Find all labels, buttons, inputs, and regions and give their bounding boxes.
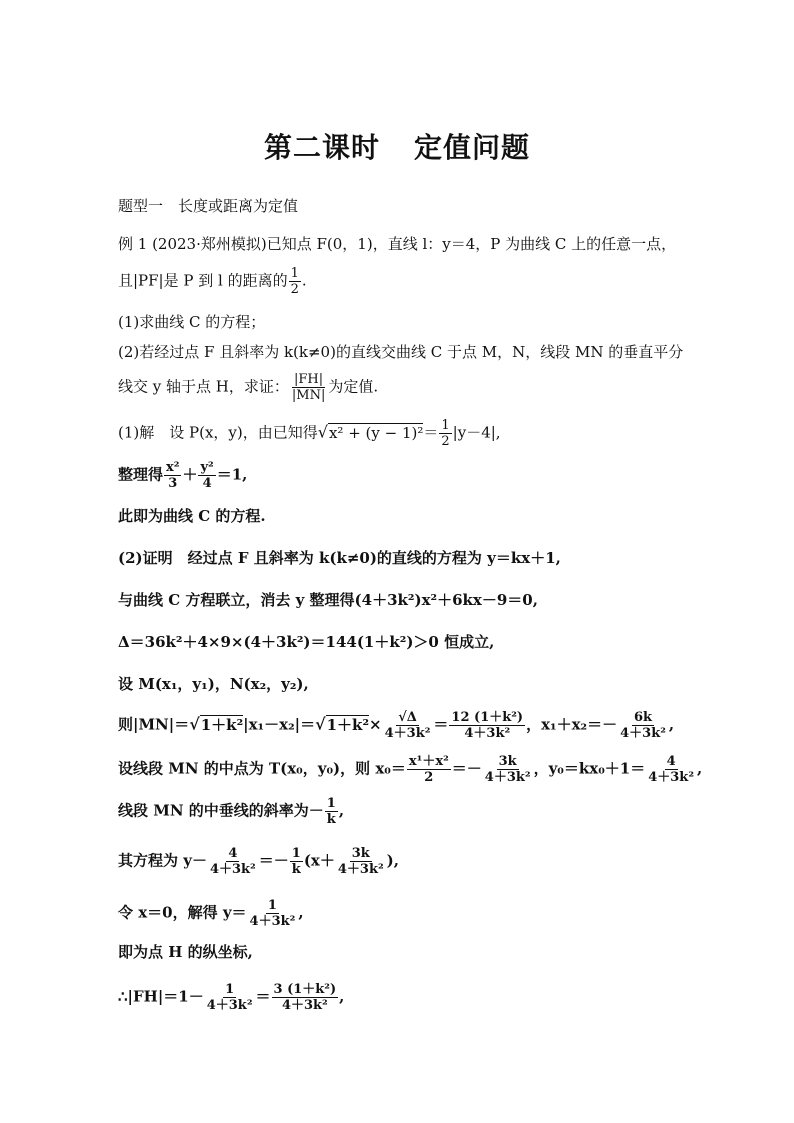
fraction: $\frac{6k}{\text{4＋3k²}}$ — [620, 710, 666, 741]
solution-line-1: (1)解 设 P(x，y)，由已知得√x² + (y − 1)²＝ $\frac{1}{2}$ |y－4|, — [118, 418, 501, 449]
fraction: $\frac{4}{\text{4＋3k²}}$ — [209, 846, 256, 877]
fraction: $\frac{1}{k}$ — [291, 846, 301, 877]
fraction: $\frac{4}{\text{4＋3k²}}$ — [648, 754, 695, 785]
sqrt-expression: x² + (y − 1)² — [328, 423, 424, 442]
solution-line-10: 线段 MN 的中垂线的斜率为－ $\frac{1}{k}$ , — [118, 796, 345, 827]
fraction: $\frac{1}{2}$ — [290, 266, 299, 297]
section-heading: 题型一 长度或距离为定值 — [118, 197, 299, 215]
example-line-1: 例 1 (2023·郑州模拟)已知点 F(0，1)，直线 l：y＝4，P 为曲线 C 上的任意一点， — [118, 235, 677, 253]
solution-line-13: 即为点 H 的纵坐标, — [118, 943, 253, 961]
fraction: $\frac{3k}{\text{4＋3k²}}$ — [484, 754, 531, 785]
solution-line-5: 与曲线 C 方程联立，消去 y 整理得(4＋3k²)x²＋6kx－9＝0, — [118, 591, 538, 609]
fraction: $\frac{1}{2}$ — [441, 418, 450, 449]
fraction: $\frac{\text{y²}}{4}$ — [200, 460, 214, 491]
fraction: $\frac{|FH|}{|MN|}$ — [291, 372, 326, 403]
fraction: $\frac{1}{\text{4＋3k²}}$ — [249, 898, 296, 929]
fraction: $\frac{√\Delta}{\text{4＋3k²}}$ — [384, 710, 431, 741]
solution-line-14: ∴|FH|＝1－ $\frac{1}{\text{4＋3k²}}$ ＝ $\frac{\text{3 (1＋k²)}}{\text{4＋3k²}}$ , — [118, 982, 345, 1013]
question-2-line-1: (2)若经过点 F 且斜率为 k(k≠0)的直线交曲线 C 于点 M，N，线段 MN 的垂直平分 — [118, 343, 684, 361]
solution-line-3: 此即为曲线 C 的方程. — [118, 507, 266, 525]
solution-line-9: 设线段 MN 的中点为 T(x₀，y₀)，则 x₀＝ $\frac{\text{x¹＋x²}}{2}$ ＝－ $\frac{3k}{\text{4＋3k²}}$ ，y₀＝kx₀＋1＝ $\frac{4}{\text{4＋3k²}}$ , — [118, 754, 703, 785]
fraction: $\frac{\text{x²}}{3}$ — [166, 460, 180, 491]
solution-line-8: 则|MN|＝√1＋k²|x₁－x₂|＝√1＋k²× $\frac{√\Delta}{\text{4＋3k²}}$ ＝ $\frac{\text{12 (1＋k²)}}{\text{4＋3k²}}$ ，x₁＋x₂＝－ $\frac{6k}{\text{4＋3k²}}$ , — [118, 710, 675, 741]
title-left: 第二课时 — [263, 131, 380, 164]
solution-line-7: 设 M(x₁，y₁)，N(x₂，y₂), — [118, 675, 309, 693]
solution-line-6: Δ＝36k²＋4×9×(4＋3k²)＝144(1＋k²)＞0 恒成立, — [118, 633, 495, 651]
fraction: $\frac{1}{\text{4＋3k²}}$ — [206, 982, 253, 1013]
fraction: $\frac{1}{k}$ — [326, 796, 336, 827]
example-line-2: 且|PF|是 P 到 l 的距离的 $\frac{1}{2}$ . — [118, 266, 307, 297]
question-2-line-2: 线交 y 轴于点 H，求证： $\frac{|FH|}{|MN|}$ 为定值. — [118, 372, 379, 403]
solution-line-12: 令 x＝0，解得 y＝ $\frac{1}{\text{4＋3k²}}$ , — [118, 898, 304, 929]
fraction: $\frac{\text{3 (1＋k²)}}{\text{4＋3k²}}$ — [273, 982, 337, 1013]
page-title — [0, 126, 794, 166]
fraction: $\frac{\text{12 (1＋k²)}}{\text{4＋3k²}}$ — [451, 710, 524, 741]
solution-line-11: 其方程为 y－ $\frac{4}{\text{4＋3k²}}$ ＝－ $\frac{1}{k}$ (x＋ $\frac{3k}{\text{4＋3k²}}$ ), — [118, 846, 399, 877]
question-1: (1)求曲线 C 的方程； — [118, 313, 266, 331]
solution-line-4: (2)证明 经过点 F 且斜率为 k(k≠0)的直线的方程为 y＝kx＋1, — [118, 549, 561, 567]
fraction: $\frac{3k}{\text{4＋3k²}}$ — [337, 846, 384, 877]
title-right: 定值问题 — [414, 131, 531, 164]
fraction: $\frac{\text{x¹＋x²}}{2}$ — [408, 754, 449, 785]
solution-line-2: 整理得 $\frac{\text{x²}}{3}$ ＋ $\frac{\text{y²}}{4}$ ＝1, — [118, 460, 248, 491]
